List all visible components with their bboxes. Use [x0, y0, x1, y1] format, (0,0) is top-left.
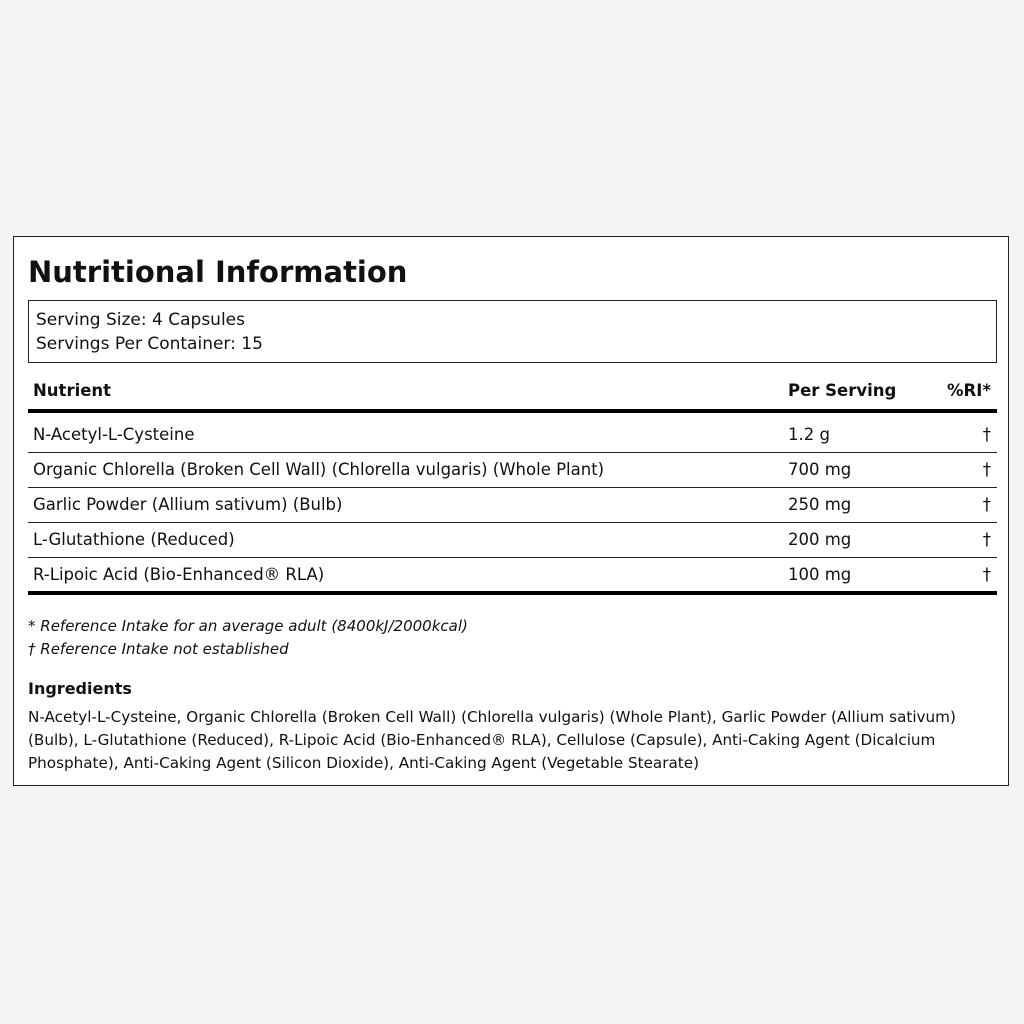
serving-info-box — [28, 300, 997, 363]
table-row — [28, 523, 997, 558]
nutrient-amount: 250 mg — [788, 495, 852, 514]
table-row — [28, 418, 997, 453]
serving-size: Serving Size: 4 Capsules — [36, 310, 245, 330]
nutrient-name: Garlic Powder (Allium sativum) (Bulb) — [33, 495, 343, 514]
ingredients-heading: Ingredients — [28, 679, 132, 698]
footnote-reference-intake: * Reference Intake for an average adult (8400kJ/2000kcal) — [28, 617, 468, 635]
nutrient-table — [28, 373, 997, 595]
header-ri: %RI* — [946, 381, 991, 400]
nutrient-amount: 200 mg — [788, 530, 852, 549]
table-header-row — [28, 373, 997, 413]
table-row — [28, 453, 997, 488]
nutrient-name: R-Lipoic Acid (Bio-Enhanced® RLA) — [33, 565, 325, 584]
header-nutrient: Nutrient — [33, 381, 112, 400]
nutrient-amount: 100 mg — [788, 565, 852, 584]
nutrient-ri: † — [982, 425, 991, 444]
nutrient-name: Organic Chlorella (Broken Cell Wall) (Chlorella vulgaris) (Whole Plant) — [33, 460, 605, 479]
ingredients-text: N-Acetyl-L-Cysteine, Organic Chlorella (Broken Cell Wall) (Chlorella vulgaris) (Whole Plant), Garlic Powder (Allium sativum) (Bulb), L-Glutathione (Reduced), R-Lipoic Acid (Bio-Enhanced® RLA), Cellulose (Capsule), Anti-Caking Agent (Dicalcium Phosphate), Anti-Caking Agent (Silicon Dioxide), Anti-Caking Agent (Vegetable Stearate) — [28, 708, 956, 772]
header-per-serving: Per Serving — [788, 381, 897, 400]
nutrient-ri: † — [982, 565, 991, 584]
nutrient-amount: 700 mg — [788, 460, 852, 479]
nutrient-ri: † — [982, 530, 991, 549]
servings-per-container: Servings Per Container: 15 — [36, 334, 263, 354]
footnotes — [28, 615, 468, 661]
nutrient-amount: 1.2 g — [788, 425, 830, 444]
nutrition-label — [13, 236, 1009, 786]
table-row — [28, 488, 997, 523]
footnote-not-established: † Reference Intake not established — [28, 640, 289, 658]
nutrient-ri: † — [982, 460, 991, 479]
table-row — [28, 558, 997, 595]
nutrient-ri: † — [982, 495, 991, 514]
nutrient-name: L-Glutathione (Reduced) — [33, 530, 235, 549]
label-title: Nutritional Information — [28, 255, 408, 289]
nutrient-name: N-Acetyl-L-Cysteine — [33, 425, 195, 444]
